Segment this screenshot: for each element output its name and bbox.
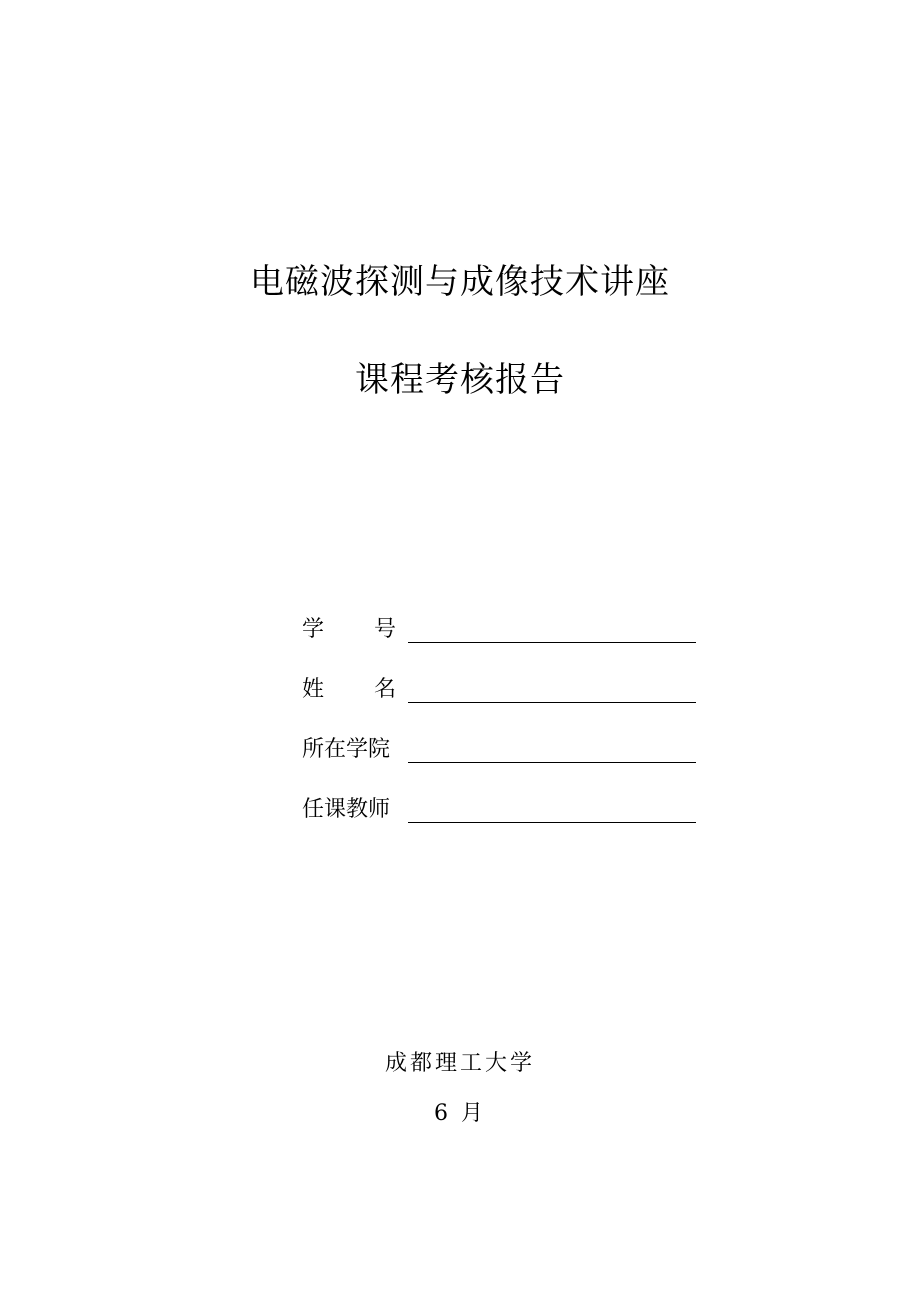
report-date: 6 月: [434, 1101, 486, 1126]
name-label-char-1: 姓: [302, 677, 325, 702]
form-row-teacher: [302, 792, 702, 852]
student-id-field[interactable]: [408, 642, 696, 643]
college-label: 所在学院: [302, 737, 391, 762]
document-title: 电磁波探测与成像技术讲座: [250, 262, 670, 302]
student-id-label-char-1: 学: [302, 617, 325, 642]
name-label: [302, 672, 396, 708]
form-row-name: [302, 672, 702, 732]
teacher-label: 任课教师: [302, 797, 391, 822]
form-row-college: [302, 732, 702, 792]
name-field[interactable]: [408, 702, 696, 703]
student-id-label: [302, 612, 396, 648]
name-label-char-2: 名: [373, 677, 396, 702]
form-row-student-id: [302, 612, 702, 672]
college-field[interactable]: [408, 762, 696, 763]
document-subtitle: 课程考核报告: [355, 360, 565, 400]
student-info-form: [302, 612, 702, 852]
teacher-field[interactable]: [408, 822, 696, 823]
student-id-label-char-2: 号: [373, 617, 396, 642]
university-name: 成都理工大学: [384, 1051, 535, 1076]
